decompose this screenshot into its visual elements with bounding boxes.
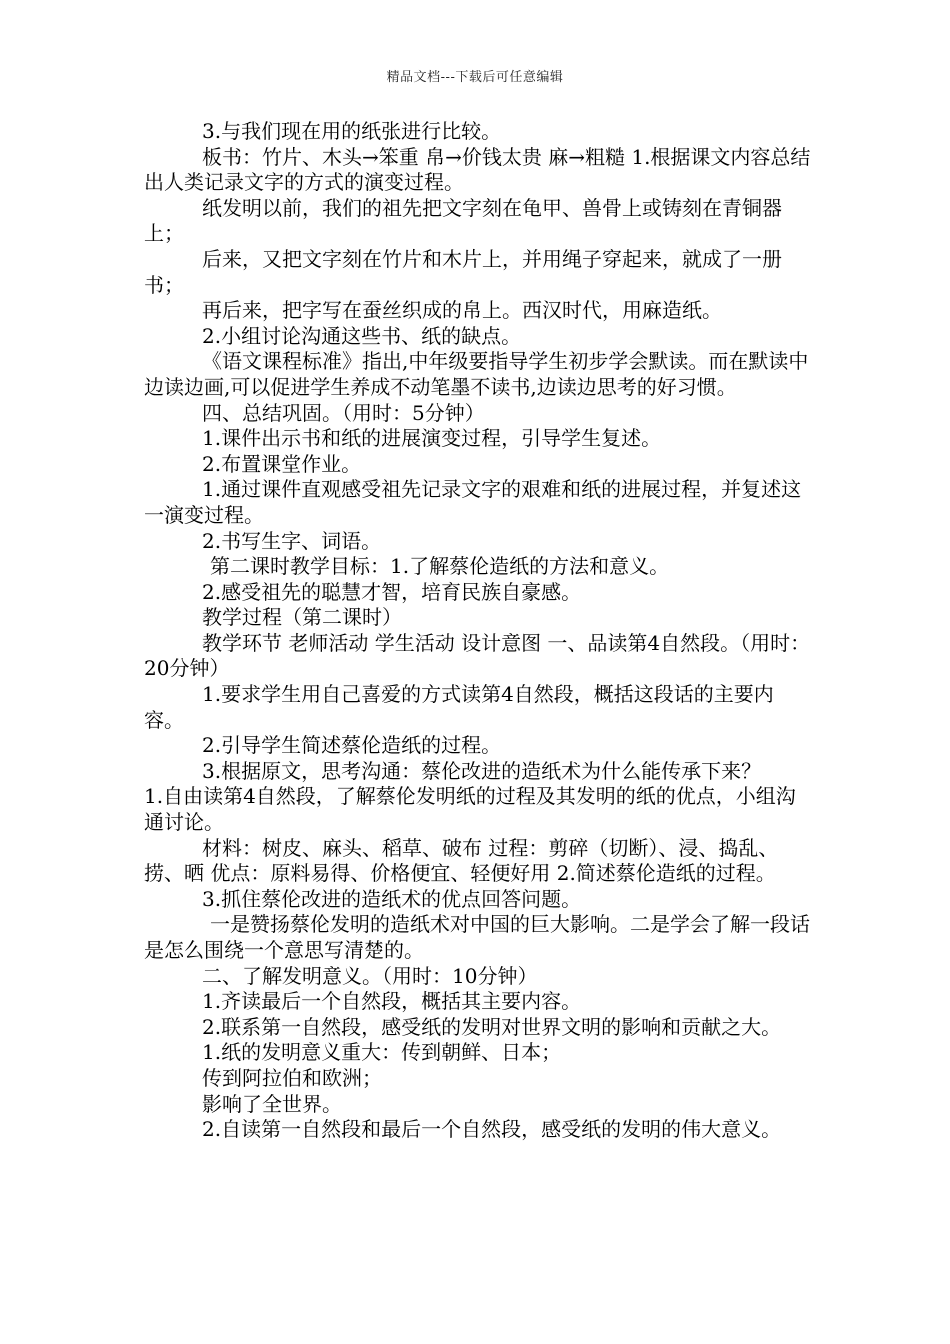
- paragraph: 2.布置课堂作业。: [202, 451, 362, 476]
- paragraph: 1.自由读第4自然段，了解蔡伦发明纸的过程及其发明的纸的优点，小组沟通讨论。: [144, 784, 796, 835]
- paragraph: 3.与我们现在用的纸张进行比较。: [202, 119, 502, 143]
- paragraph: 1.要求学生用自己喜爱的方式读第4自然段，概括这段话的主要内容。: [144, 682, 774, 732]
- paragraph: 1.齐读最后一个自然段，概括其主要内容。: [202, 989, 582, 1014]
- section-heading: 二、了解发明意义。（用时：10分钟）: [202, 963, 538, 988]
- paragraph: 影响了全世界。: [202, 1091, 342, 1116]
- paragraph: 一是赞扬蔡伦发明的造纸术对中国的巨大影响。二是学会了解一段话是怎么围绕一个意思写清楚的。: [144, 912, 810, 962]
- paragraph: 材料：树皮、麻头、稻草、破布 过程：剪碎（切断）、浸、捣乱、捞、晒 优点：原料易得、价格便宜、轻便好用 2.简述蔡伦造纸的过程。: [144, 835, 779, 886]
- document-body: [144, 119, 812, 1143]
- paragraph: 1.通过课件直观感受祖先记录文字的艰难和纸的进展过程，并复述这一演变过程。: [144, 477, 802, 527]
- page-header: 精品文档---下载后可任意编辑: [386, 70, 564, 85]
- section-heading: 第二课时教学目标：1.了解蔡伦造纸的方法和意义。: [210, 554, 670, 579]
- paragraph: 2.感受祖先的聪慧才智，培育民族自豪感。: [202, 579, 582, 604]
- paragraph: 2.小组讨论沟通这些书、纸的缺点。: [202, 323, 522, 348]
- paragraph: 传到阿拉伯和欧洲；: [202, 1065, 382, 1090]
- paragraph: 《语文课程标准》指出,中年级要指导学生初步学会默读。而在默读中边读边画,可以促进学生养成不动笔墨不读书,边读边思考的好习惯。: [144, 349, 809, 399]
- paragraph: 纸发明以前，我们的祖先把文字刻在龟甲、兽骨上或铸刻在青铜器上；: [144, 195, 782, 246]
- paragraph: 后来，又把文字刻在竹片和木片上，并用绳子穿起来，就成了一册书；: [144, 246, 782, 297]
- paragraph: 再后来，把字写在蚕丝织成的帛上。西汉时代，用麻造纸。: [202, 298, 722, 323]
- paragraph: 1.课件出示书和纸的进展演变过程，引导学生复述。: [202, 426, 662, 451]
- paragraph: 2.自读第一自然段和最后一个自然段，感受纸的发明的伟大意义。: [202, 1117, 782, 1142]
- paragraph: 2.引导学生简述蔡伦造纸的过程。: [202, 733, 502, 758]
- section-heading: 教学过程（第二课时）: [202, 605, 402, 630]
- paragraph: 2.书写生字、词语。: [202, 528, 382, 553]
- paragraph: 3.根据原文，思考沟通：蔡伦改进的造纸术为什么能传承下来？: [202, 758, 762, 783]
- paragraph: 教学环节 老师活动 学生活动 设计意图 一、品读第4自然段。（用时：20分钟）: [144, 630, 811, 681]
- paragraph: 1.纸的发明意义重大：传到朝鲜、日本；: [202, 1040, 562, 1065]
- paragraph: 2.联系第一自然段，感受纸的发明对世界文明的影响和贡献之大。: [202, 1014, 782, 1039]
- paragraph: 板书：竹片、木头→笨重 帛→价钱太贵 麻→粗糙 1.根据课文内容总结出人类记录文字的方式的演变过程。: [144, 144, 811, 195]
- paragraph: 3.抓住蔡伦改进的造纸术的优点回答问题。: [202, 886, 582, 911]
- section-heading: 四、总结巩固。（用时：5分钟）: [202, 400, 485, 425]
